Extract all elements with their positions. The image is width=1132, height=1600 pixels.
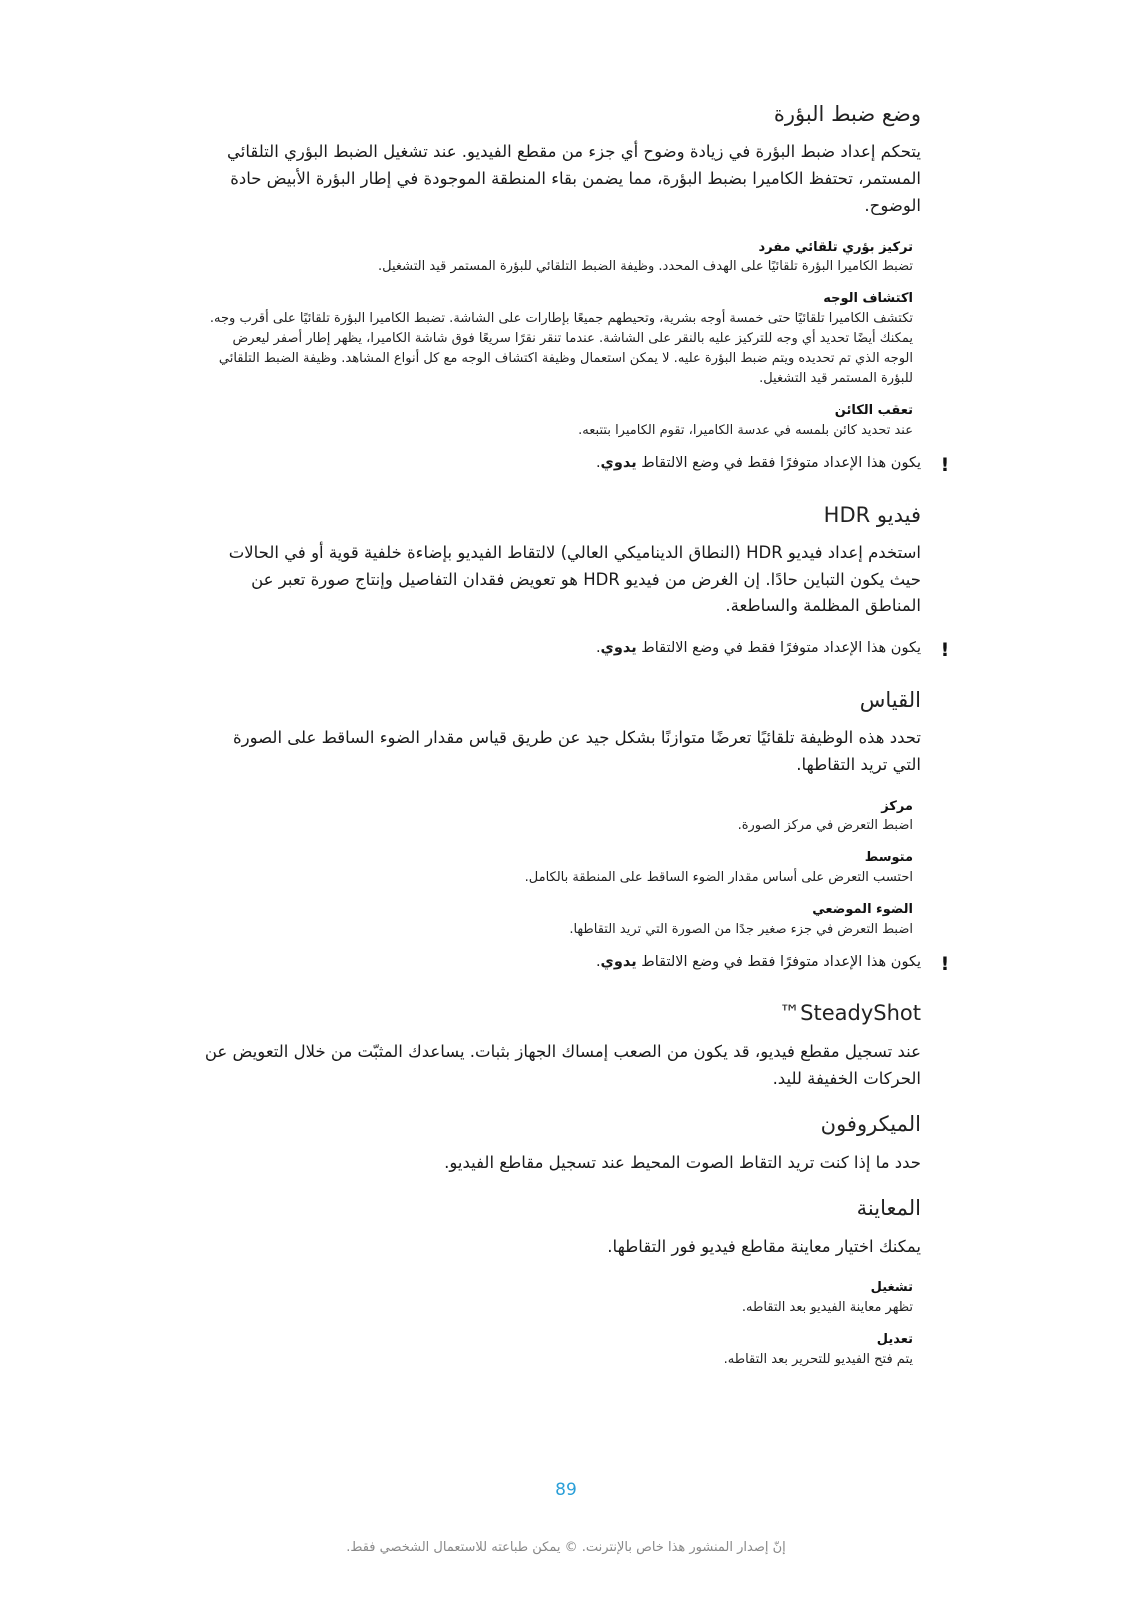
option-description: تضبط الكاميرا البؤرة تلقائيًا على الهدف المحدد. وظيفة الضبط التلقائي للبؤرة المستمر قيد التشغيل. <box>377 259 913 275</box>
note-mode-name: يدوي <box>600 953 637 970</box>
note-suffix: . <box>595 953 601 970</box>
note-mode-name: يدوي <box>600 640 637 657</box>
note-text: يكون هذا الإعداد متوفرًا فقط في وضع الالتقاط <box>636 454 921 471</box>
note-manual-mode <box>201 453 950 476</box>
option-title: تعقب الكائن <box>834 403 913 419</box>
option-description: يتم فتح الفيديو للتحرير بعد التقاطه. <box>723 1351 913 1367</box>
note-manual-mode <box>201 952 950 975</box>
section-body-steadyshot: عند تسجيل مقطع فيديو، قد يكون من الصعب إمساك الجهاز بثبات. يساعدك المثبّت من خلال التعويض عن الحركات الخفيفة لليد. <box>204 1041 921 1088</box>
section-body-hdr-video: استخدم إعداد فيديو HDR (النطاق الديناميكي العالي) لالتقاط الفيديو بإضاءة خلفية قوية أو في الحالات حيث يكون التباين حادًا. إن الغرض من فيديو HDR هو تعويض فقدان التفاصيل وإنتاج صورة تعبر عن المناطق المظلمة والساطعة. <box>228 543 921 616</box>
option-edit <box>201 1330 913 1370</box>
section-body-focus-mode: يتحكم إعداد ضبط البؤرة في زيادة وضوح أي جزء من مقطع الفيديو. عند تشغيل الضبط البؤري التلقائي المستمر، تحتفظ الكاميرا بضبط البؤرة، مما يضمن بقاء المنطقة الموجودة في إطار البؤرة الأبيض حادة الوضوح. <box>227 142 921 215</box>
note-suffix: . <box>595 454 601 471</box>
exclamation-icon: ! <box>940 453 950 476</box>
note-text: يكون هذا الإعداد متوفرًا فقط في وضع الالتقاط <box>636 953 921 970</box>
page-content <box>201 100 950 1382</box>
option-title: اكتشاف الوجه <box>823 291 913 307</box>
option-object-tracking <box>201 401 913 441</box>
section-title-hdr-video: فيديو HDR <box>823 502 921 527</box>
option-title: تعديل <box>876 1332 913 1348</box>
option-description: تظهر معاينة الفيديو بعد التقاطه. <box>741 1299 913 1315</box>
section-title-steadyshot: SteadyShot™ <box>779 1001 921 1026</box>
option-face-detection <box>201 289 913 389</box>
option-title: تشغيل <box>870 1280 913 1296</box>
section-title-microphone: الميكروفون <box>820 1112 921 1137</box>
note-manual-mode <box>201 638 950 662</box>
section-body-metering: تحدد هذه الوظيفة تلقائيًا تعرضًا متوازنًا بشكل جيد عن طريق قياس مقدار الضوء الساقط على الصورة التي تريد التقاطها. <box>232 728 921 775</box>
option-title: الضوء الموضعي <box>812 902 913 918</box>
exclamation-icon: ! <box>940 639 950 662</box>
section-title-metering: القياس <box>859 687 921 712</box>
preview-options <box>201 1278 921 1369</box>
focus-mode-options <box>201 238 921 441</box>
option-description: اضبط التعرض في مركز الصورة. <box>737 818 913 834</box>
option-title: مركز <box>881 798 913 814</box>
note-mode-name: يدوي <box>600 454 637 471</box>
option-description: اضبط التعرض في جزء صغير جدًا من الصورة التي تريد التقاطها. <box>569 921 913 937</box>
option-title: متوسط <box>864 850 913 866</box>
exclamation-icon: ! <box>940 952 950 975</box>
option-title: تركيز بؤري تلقائي مفرد <box>758 239 913 255</box>
section-title-preview: المعاينة <box>856 1196 921 1221</box>
option-single-autofocus <box>201 238 913 278</box>
option-spot <box>201 900 913 940</box>
section-body-preview: يمكنك اختيار معاينة مقاطع فيديو فور التقاطها. <box>607 1236 921 1256</box>
option-description: تكتشف الكاميرا تلقائيًا حتى خمسة أوجه بشرية، وتحيطهم جميعًا بإطارات على الشاشة. تضبط الكاميرا البؤرة تلقائيًا على أقرب وجه. يمكنك أيضًا تحديد أي وجه للتركيز عليه بالنقر على الشاشة. عندما تنقر نقرًا سريعًا فوق شاشة الكاميرا، يظهر إطار أصفر ليعرض الوجه الذي تم تحديده ويتم ضبط البؤرة عليه. لا يمكن استعمال وظيفة اكتشاف الوجه مع كل أنواع المشاهد. وظيفة الضبط التلقائي للبؤرة المستمر قيد التشغيل. <box>209 310 913 387</box>
note-text: يكون هذا الإعداد متوفرًا فقط في وضع الالتقاط <box>636 640 921 657</box>
option-average <box>201 848 913 888</box>
option-description: احتسب التعرض على أساس مقدار الضوء الساقط على المنطقة بالكامل. <box>524 869 913 885</box>
page-number: 89 <box>555 1480 577 1500</box>
metering-options <box>201 797 921 940</box>
option-on <box>201 1278 913 1318</box>
option-center <box>201 797 913 837</box>
section-title-focus-mode: وضع ضبط البؤرة <box>773 102 921 126</box>
section-body-microphone: حدد ما إذا كنت تريد التقاط الصوت المحيط عند تسجيل مقاطع الفيديو. <box>444 1152 921 1172</box>
note-suffix: . <box>595 640 601 657</box>
footer-notice: إنّ إصدار المنشور هذا خاص بالإنترنت. © يمكن طباعته للاستعمال الشخصي فقط. <box>346 1540 786 1555</box>
option-description: عند تحديد كائن بلمسه في عدسة الكاميرا، تقوم الكاميرا بتتبعه. <box>578 422 913 438</box>
